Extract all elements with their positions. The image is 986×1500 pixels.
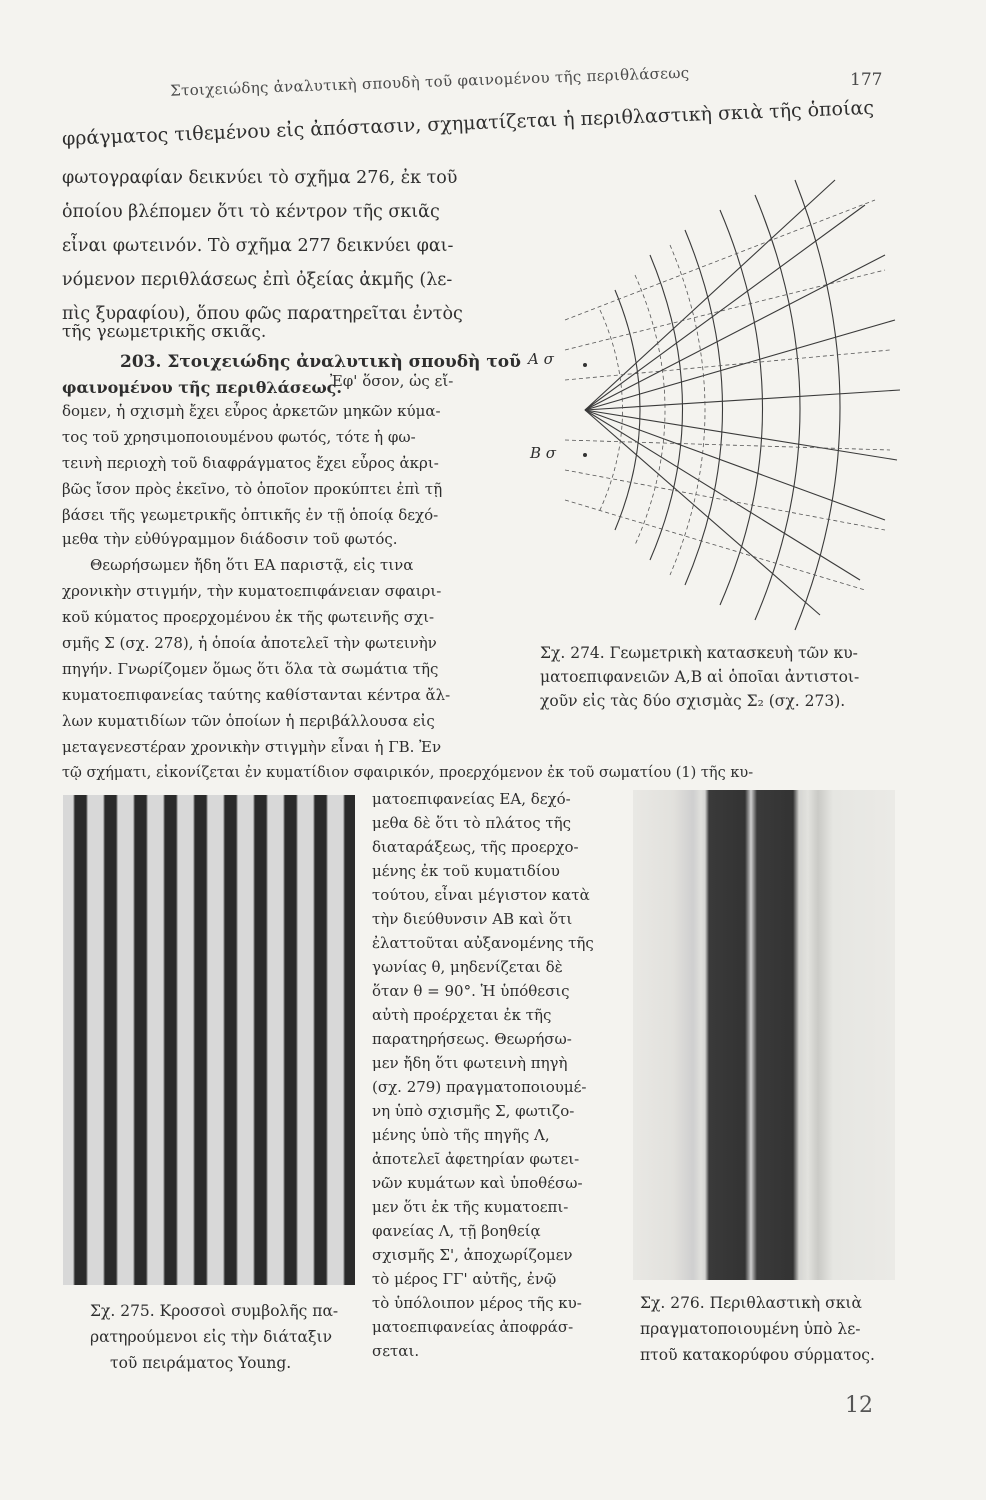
- body-line: φωτογραφίαν δεικνύει τὸ σχῆμα 276, ἐκ τοῦ: [62, 168, 458, 188]
- column-line: μένης ἐκ τοῦ κυματιδίου: [372, 862, 560, 880]
- column-line: μεν ἤδη ὅτι φωτεινὴ πηγὴ: [372, 1054, 568, 1072]
- body-line: ὁποίου βλέπομεν ὅτι τὸ κέντρον τῆς σκιᾶς: [62, 202, 440, 222]
- column-line: τούτου, εἶναι μέγιστον κατὰ: [372, 886, 590, 904]
- column-line: νῶν κυμάτων καὶ ὑποθέσω-: [372, 1174, 583, 1192]
- body-line: πὶς ξυραφίου), ὅπου φῶς παρατηρεῖται ἐντὸς: [62, 304, 463, 324]
- figure-275-photo: [63, 795, 355, 1285]
- section-line: Θεωρήσωμεν ἤδη ὅτι ΕΑ παριστᾷ, εἰς τινα: [90, 556, 414, 574]
- column-line: τὴν διεύθυνσιν ΑΒ καὶ ὅτι: [372, 910, 573, 928]
- caption-line: Σχ. 276. Περιθλαστικὴ σκιὰ: [640, 1294, 862, 1312]
- column-line: (σχ. 279) πραγματοποιουμέ-: [372, 1078, 587, 1096]
- column-line: ὅταν θ = 90°. Ἡ ὑπόθεσις: [372, 982, 570, 1000]
- section-line: βῶς ἴσον πρὸς ἐκεῖνο, τὸ ὁποῖον προκύπτει ἐπὶ τῇ: [62, 480, 443, 498]
- column-line: παρατηρήσεως. Θεωρήσω-: [372, 1030, 572, 1048]
- section-line: κυματοεπιφανείας ταύτης καθίστανται κέντρα ἄλ-: [62, 686, 451, 704]
- column-line: ἀποτελεῖ ἀφετηρίαν φωτει-: [372, 1150, 580, 1168]
- section-line: μεθα τὴν εὐθύγραμμον διάδοσιν τοῦ φωτός.: [62, 530, 398, 548]
- column-line: σεται.: [372, 1342, 420, 1360]
- body-line: εἶναι φωτεινόν. Τὸ σχῆμα 277 δεικνύει φαι-: [62, 236, 454, 256]
- column-line: διαταράξεως, τῆς προερχο-: [372, 838, 579, 856]
- signature-mark: 12: [845, 1393, 873, 1418]
- section-heading: 203. Στοιχειώδης ἀναλυτικὴ σπουδὴ τοῦ: [120, 352, 521, 372]
- running-header: Στοιχειώδης ἀναλυτικὴ σπουδὴ τοῦ φαινομένου τῆς περιθλάσεως: [169, 63, 690, 100]
- page-number: 177: [850, 70, 883, 90]
- section-line: μεταγενεστέραν χρονικὴν στιγμὴν εἶναι ἡ ΓΒ. Ἐν: [62, 738, 442, 756]
- section-line: τῷ σχήματι, εἰκονίζεται ἐν κυματίδιον σφαιρικόν, προερχόμενον ἐκ τοῦ σωματίου (1) τῆς κυ-: [62, 765, 754, 781]
- body-line: νόμενον περιθλάσεως ἐπὶ ὀξείας ἀκμῆς (λε-: [62, 270, 453, 290]
- section-line: κοῦ κύματος προερχομένου ἐκ τῆς φωτεινῆς σχι-: [62, 608, 435, 626]
- column-line: γωνίας θ, μηδενίζεται δὲ: [372, 958, 563, 976]
- column-line: μεν ὅτι ἐκ τῆς κυματοεπι-: [372, 1198, 569, 1216]
- column-line: μεθα δὲ ὅτι τὸ πλάτος τῆς: [372, 814, 572, 832]
- body-line: τῆς γεωμετρικῆς σκιᾶς.: [62, 322, 267, 342]
- column-line: τὸ μέρος ΓΓ' αὐτῆς, ἐνῷ: [372, 1270, 557, 1288]
- caption-line: πτοῦ κατακορύφου σύρματος.: [640, 1346, 875, 1364]
- column-line: νη ὑπὸ σχισμῆς Σ, φωτιζο-: [372, 1102, 575, 1120]
- section-line: πηγήν. Γνωρίζομεν ὅμως ὅτι ὅλα τὰ σωμάτια τῆς: [62, 660, 439, 678]
- section-line: χρονικὴν στιγμήν, τὴν κυματοεπιφάνειαν σφαιρι-: [62, 582, 442, 600]
- caption-line: ρατηρούμενοι εἰς τὴν διάταξιν: [90, 1328, 333, 1346]
- column-line: αὐτὴ προέρχεται ἐκ τῆς: [372, 1006, 552, 1024]
- caption-line: ματοεπιφανειῶν Α,Β αἱ ὁποῖαι ἀντιστοι-: [540, 668, 860, 686]
- column-line: τὸ ὑπόλοιπον μέρος τῆς κυ-: [372, 1294, 582, 1312]
- caption-line: τοῦ πειράματος Young.: [110, 1354, 292, 1372]
- column-line: φανείας Λ, τῇ βοηθείᾳ: [372, 1222, 541, 1240]
- column-line: μένης ὑπὸ τῆς πηγῆς Λ,: [372, 1126, 550, 1144]
- section-line: Ἐφ' ὅσον, ὡς εἴ-: [330, 372, 454, 390]
- figure-274-label-b: B σ: [530, 444, 557, 462]
- section-line: λων κυματιδίων τῶν ὁποίων ἡ περιβάλλουσα εἰς: [62, 712, 435, 730]
- section-line: δομεν, ἡ σχισμὴ ἔχει εὖρος ἀρκετῶν μηκῶν κύμα-: [62, 402, 441, 420]
- caption-line: Σχ. 275. Κροσσοὶ συμβολῆς πα-: [90, 1302, 339, 1320]
- figure-276-photo: [633, 790, 895, 1280]
- caption-line: χοῦν εἰς τὰς δύο σχισμὰς Σ₂ (σχ. 273).: [540, 692, 846, 710]
- section-heading-cont: φαινομένου τῆς περιθλάσεως.: [62, 378, 342, 397]
- column-line: σχισμῆς Σ', ἀποχωρίζομεν: [372, 1246, 573, 1264]
- column-line: ματοεπιφανείας ἀποφράσ-: [372, 1318, 574, 1336]
- figure-274-diagram: [545, 160, 905, 640]
- section-line: σμῆς Σ (σχ. 278), ἡ ὁποία ἀποτελεῖ τὴν φωτεινὴν: [62, 634, 437, 652]
- figure-274-label-a: A σ: [528, 350, 554, 368]
- caption-line: Σχ. 274. Γεωμετρικὴ κατασκευὴ τῶν κυ-: [540, 644, 858, 662]
- column-line: ματοεπιφανείας ΕΑ, δεχό-: [372, 790, 571, 808]
- column-line: ἐλαττοῦται αὐξανομένης τῆς: [372, 934, 594, 952]
- body-line: φράγματος τιθεμένου εἰς ἀπόστασιν, σχηματίζεται ἡ περιθλαστικὴ σκιὰ τῆς ὁποίας: [61, 96, 875, 150]
- caption-line: πραγματοποιουμένη ὑπὸ λε-: [640, 1320, 861, 1338]
- section-line: βάσει τῆς γεωμετρικῆς ὀπτικῆς ἐν τῇ ὁποίᾳ δεχό-: [62, 506, 439, 524]
- section-line: τεινὴ περιοχὴ τοῦ διαφράγματος ἔχει εὖρος ἀκρι-: [62, 454, 439, 472]
- section-line: τος τοῦ χρησιμοποιουμένου φωτός, τότε ἡ φω-: [62, 428, 416, 446]
